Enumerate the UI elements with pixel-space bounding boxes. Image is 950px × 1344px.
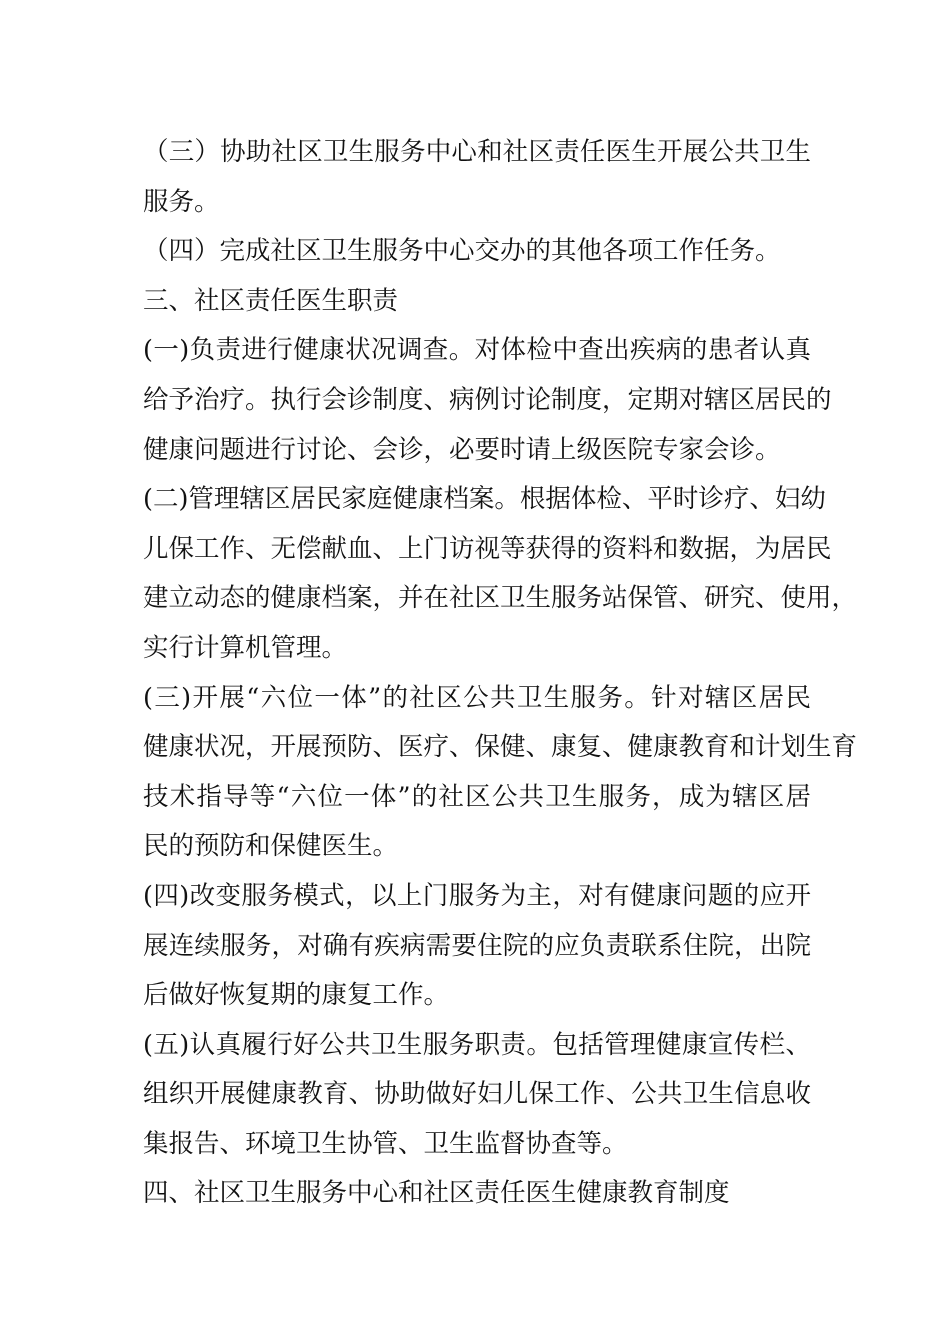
paragraph-item-4-tasks <box>143 227 811 277</box>
section-heading-doctor-duties <box>143 277 811 327</box>
paragraph-item-3-assist <box>143 128 811 227</box>
paragraph-duty-1 <box>143 326 832 475</box>
text-line: 健康状况，开展预防、医疗、保健、康复、健康教育和计划生育 <box>143 732 858 763</box>
text-line: 实行计算机管理。 <box>143 632 348 663</box>
text-line: （四）完成社区卫生服务中心交办的其他各项工作任务。 <box>143 236 781 267</box>
text-line: 集报告、环境卫生协管、卫生监督协查等。 <box>143 1128 628 1159</box>
paragraph-duty-2 <box>143 475 858 673</box>
section-heading: 四、社区卫生服务中心和社区责任医生健康教育制度 <box>143 1178 730 1209</box>
text-line: (一)负责进行健康状况调查。对体检中查出疾病的患者认真 <box>143 335 811 366</box>
text-line: 健康问题进行讨论、会诊，必要时请上级医院专家会诊。 <box>143 434 781 465</box>
paragraph-duty-3 <box>143 674 858 872</box>
text-line: 民的预防和保健医生。 <box>143 831 399 862</box>
text-line: (四)改变服务模式，以上门服务为主，对有健康问题的应开 <box>143 880 811 911</box>
text-line: 建立动态的健康档案，并在社区卫生服务站保管、研究、使用， <box>143 583 858 614</box>
paragraph-duty-4 <box>143 872 811 1021</box>
paragraph-duty-5 <box>143 1021 811 1170</box>
text-line: 技术指导等“六位一体”的社区公共卫生服务，成为辖区居 <box>143 781 811 812</box>
text-line: 服务。 <box>143 186 220 217</box>
text-line: (二)管理辖区居民家庭健康档案。根据体检、平时诊疗、妇幼 <box>143 484 826 515</box>
text-line: (三)开展“六位一体”的社区公共卫生服务。针对辖区居民 <box>143 682 811 713</box>
text-line: 儿保工作、无偿献血、上门访视等获得的资料和数据，为居民 <box>143 533 832 564</box>
text-line: 后做好恢复期的康复工作。 <box>143 980 450 1011</box>
text-line: 给予治疗。执行会诊制度、病例讨论制度，定期对辖区居民的 <box>143 384 832 415</box>
section-heading-health-education <box>143 1169 811 1219</box>
text-line: 展连续服务，对确有疾病需要住院的应负责联系住院，出院 <box>143 930 811 961</box>
text-line: （三）协助社区卫生服务中心和社区责任医生开展公共卫生 <box>143 137 811 167</box>
document-body <box>143 128 858 1219</box>
text-line: 组织开展健康教育、协助做好妇儿保工作、公共卫生信息收 <box>143 1079 811 1110</box>
text-line: (五)认真履行好公共卫生服务职责。包括管理健康宣传栏、 <box>143 1029 811 1060</box>
section-heading: 三、社区责任医生职责 <box>143 285 399 316</box>
